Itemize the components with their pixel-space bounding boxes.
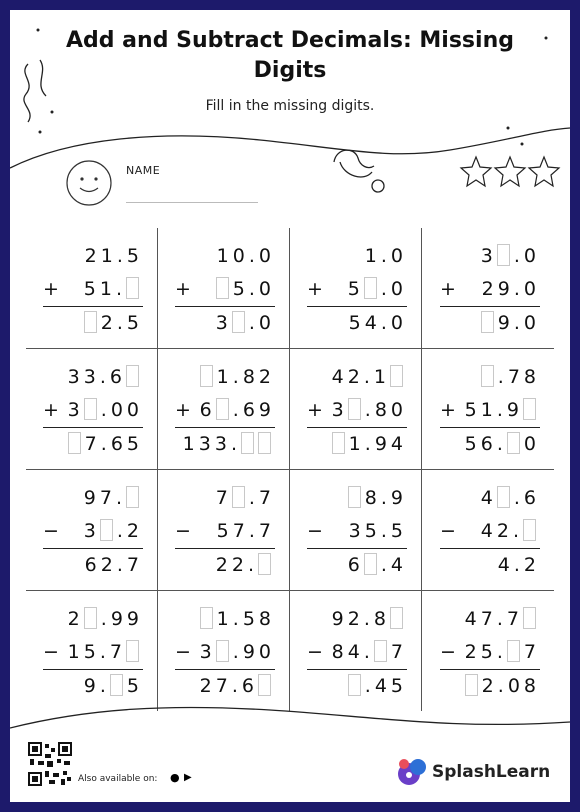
minus-sign: − — [175, 520, 191, 542]
missing-digit-box[interactable] — [110, 674, 123, 696]
second-number: + 51. — [43, 273, 143, 307]
missing-digit-box[interactable] — [348, 486, 361, 508]
problem-cell — [422, 591, 554, 711]
problem — [175, 603, 275, 703]
second-number: − 15.7 — [43, 636, 143, 670]
problem-cell — [422, 228, 554, 348]
answer-number: 4.2 — [497, 554, 540, 576]
missing-digit-box[interactable] — [364, 277, 377, 299]
name-line[interactable] — [126, 202, 258, 203]
top-number: 1.58 — [175, 603, 275, 636]
problem-cell — [290, 470, 422, 590]
top-number: 21.5 — [84, 245, 143, 267]
problem-cell — [26, 228, 158, 348]
missing-digit-box[interactable] — [348, 398, 361, 420]
missing-digit-box[interactable] — [126, 486, 139, 508]
answer-number: 3 .0 — [215, 312, 275, 334]
problem-row — [26, 591, 554, 711]
second-number: + 5 .0 — [307, 273, 407, 307]
answer-number: 2.08 — [440, 670, 540, 703]
plus-sign: + — [43, 399, 59, 421]
problem — [175, 361, 275, 461]
plus-sign: + — [175, 278, 191, 300]
top-number: 7 .7 — [215, 487, 275, 509]
missing-digit-box[interactable] — [523, 519, 536, 541]
problem — [440, 361, 540, 461]
answer-number: 9.0 — [440, 307, 540, 340]
instruction-text: Fill in the missing digits. — [205, 98, 375, 114]
problem — [307, 361, 407, 461]
top-number: 4 .6 — [480, 487, 540, 509]
missing-digit-box[interactable] — [84, 311, 97, 333]
problem — [43, 482, 143, 582]
top-number: 47.7 — [440, 603, 540, 636]
missing-digit-box[interactable] — [68, 432, 81, 454]
problem — [307, 482, 407, 582]
missing-digit-box[interactable] — [258, 674, 271, 696]
missing-digit-box[interactable] — [497, 244, 510, 266]
problem — [307, 240, 407, 340]
brand-name: SplashLearn — [432, 762, 551, 782]
minus-sign: − — [307, 520, 323, 542]
problem — [43, 240, 143, 340]
top-number: 2 .99 — [67, 608, 143, 630]
top-number: 1.0 — [364, 245, 407, 267]
answer-number: 27.6 — [175, 670, 275, 703]
second-number: − 42. — [440, 515, 540, 549]
problem-cell — [158, 470, 290, 590]
top-number: 1.82 — [175, 361, 275, 394]
problem-cell — [26, 470, 158, 590]
answer-number: 62.7 — [84, 554, 143, 576]
problem — [440, 482, 540, 582]
stars-icon — [458, 154, 562, 190]
qr-code-icon[interactable] — [28, 742, 72, 786]
second-number: − 25. 7 — [440, 636, 540, 670]
second-number: − 3 .2 — [43, 515, 143, 549]
name-label: NAME — [126, 164, 161, 177]
minus-sign: − — [440, 641, 456, 663]
top-number: 8.9 — [307, 482, 407, 515]
answer-number: 133. — [175, 428, 275, 461]
top-number: 3 .0 — [480, 245, 540, 267]
answer-number: 7.65 — [43, 428, 143, 461]
problem — [175, 482, 275, 582]
smiley-face-icon — [64, 158, 114, 208]
problem-cell — [158, 349, 290, 469]
minus-sign: − — [43, 641, 59, 663]
problem-cell — [290, 228, 422, 348]
problem — [175, 240, 275, 340]
second-number: − 84. 7 — [307, 636, 407, 670]
second-number: + 3 .00 — [43, 394, 143, 428]
problem-cell — [158, 591, 290, 711]
top-number: 92.8 — [307, 603, 407, 636]
missing-digit-box[interactable] — [126, 640, 139, 662]
top-number: 33.6 — [43, 361, 143, 394]
plus-sign: + — [175, 399, 191, 421]
missing-digit-box[interactable] — [200, 607, 213, 629]
problem-cell — [290, 349, 422, 469]
second-number: − 57.7 — [175, 515, 275, 549]
minus-sign: − — [175, 641, 191, 663]
missing-digit-box[interactable] — [523, 607, 536, 629]
available-on-text: Also available on: — [78, 774, 158, 784]
plus-sign: + — [440, 399, 456, 421]
second-number: − 35.5 — [307, 515, 407, 549]
footer-wave-decoration — [10, 700, 570, 740]
answer-number: 1.94 — [307, 428, 407, 461]
problem-cell — [422, 470, 554, 590]
splashlearn-logo-icon[interactable] — [394, 754, 430, 790]
problem — [43, 361, 143, 461]
missing-digit-box[interactable] — [390, 365, 403, 387]
missing-digit-box[interactable] — [241, 432, 254, 454]
second-number: + 5.0 — [175, 273, 275, 307]
problem-row — [26, 228, 554, 349]
missing-digit-box[interactable] — [332, 432, 345, 454]
missing-digit-box[interactable] — [258, 553, 271, 575]
answer-number: .45 — [307, 670, 407, 703]
missing-digit-box[interactable] — [84, 607, 97, 629]
top-number: 97. — [43, 482, 143, 515]
answer-number: 56. 0 — [464, 433, 540, 455]
minus-sign: − — [440, 520, 456, 542]
missing-digit-box[interactable] — [390, 607, 403, 629]
plus-sign: + — [43, 278, 59, 300]
missing-digit-box[interactable] — [481, 311, 494, 333]
problem-cell — [26, 591, 158, 711]
missing-digit-box[interactable] — [216, 640, 229, 662]
missing-digit-box[interactable] — [507, 432, 520, 454]
problem-cell — [26, 349, 158, 469]
top-number: 42.1 — [307, 361, 407, 394]
missing-digit-box[interactable] — [507, 640, 520, 662]
missing-digit-box[interactable] — [126, 365, 139, 387]
second-number: + 51.9 — [440, 394, 540, 428]
minus-sign: − — [43, 520, 59, 542]
plus-sign: + — [307, 278, 323, 300]
missing-digit-box[interactable] — [216, 398, 229, 420]
missing-digit-box[interactable] — [374, 640, 387, 662]
missing-digit-box[interactable] — [364, 553, 377, 575]
minus-sign: − — [307, 641, 323, 663]
missing-digit-box[interactable] — [497, 486, 510, 508]
second-number: + 29.0 — [440, 273, 540, 307]
problem — [307, 603, 407, 703]
answer-number: 9. 5 — [83, 675, 143, 697]
problem-cell — [290, 591, 422, 711]
second-number: − 3 .90 — [175, 636, 275, 670]
problem-row — [26, 349, 554, 470]
missing-digit-box[interactable] — [216, 277, 229, 299]
problem — [43, 603, 143, 703]
problem-row — [26, 470, 554, 591]
page-title: Add and Subtract Decimals: Missing Digits — [66, 28, 514, 83]
answer-number: 54.0 — [348, 312, 407, 334]
missing-digit-box[interactable] — [84, 398, 97, 420]
problem-cell — [422, 349, 554, 469]
problem-grid — [26, 228, 554, 711]
answer-number: 6 .4 — [347, 554, 407, 576]
second-number: + 6 .69 — [175, 394, 275, 428]
missing-digit-box[interactable] — [481, 365, 494, 387]
problem-cell — [158, 228, 290, 348]
play-store-icon[interactable]: ▶ — [184, 772, 192, 783]
top-number: .78 — [440, 361, 540, 394]
missing-digit-box[interactable] — [126, 277, 139, 299]
plus-sign: + — [440, 278, 456, 300]
problem — [440, 603, 540, 703]
missing-digit-box[interactable] — [232, 486, 245, 508]
missing-digit-box[interactable] — [100, 519, 113, 541]
missing-digit-box[interactable] — [258, 432, 271, 454]
top-number: 10.0 — [216, 245, 275, 267]
second-number: + 3 .80 — [307, 394, 407, 428]
apple-icon[interactable]: ● — [170, 771, 180, 784]
answer-number: 2.5 — [43, 307, 143, 340]
problem — [440, 240, 540, 340]
answer-number: 22. — [175, 549, 275, 582]
missing-digit-box[interactable] — [200, 365, 213, 387]
missing-digit-box[interactable] — [232, 311, 245, 333]
plus-sign: + — [307, 399, 323, 421]
worksheet-page — [10, 10, 570, 802]
missing-digit-box[interactable] — [523, 398, 536, 420]
missing-digit-box[interactable] — [348, 674, 361, 696]
missing-digit-box[interactable] — [465, 674, 478, 696]
